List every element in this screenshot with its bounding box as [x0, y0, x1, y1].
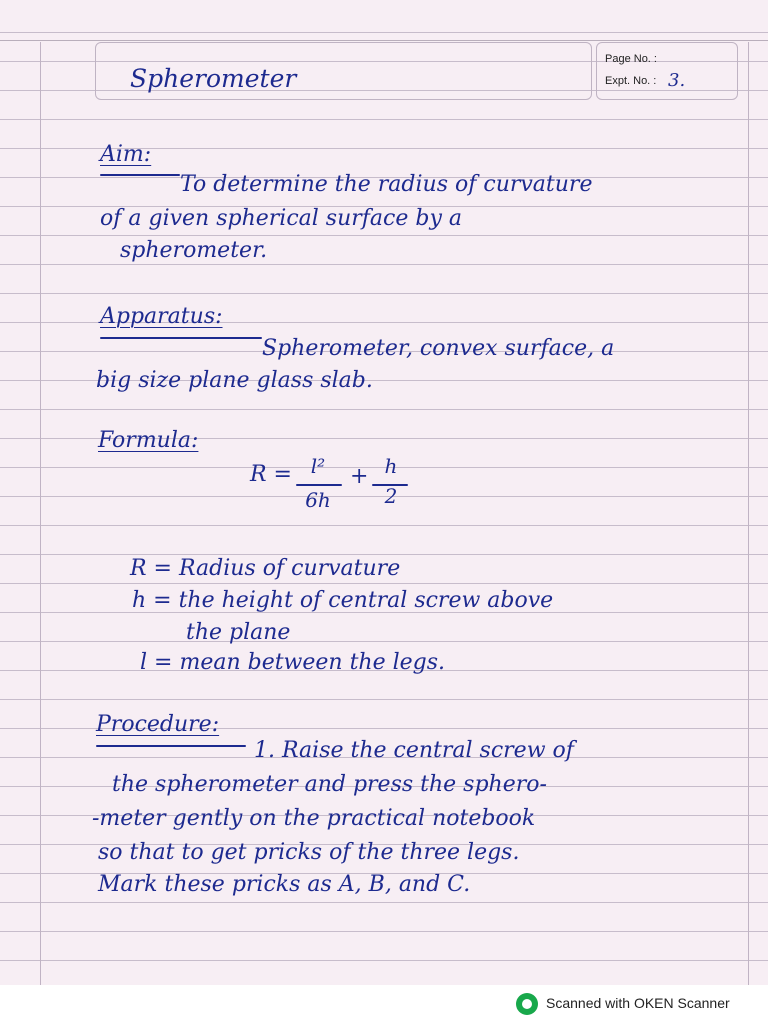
expt-no-label: Expt. No. :	[605, 75, 657, 87]
formula-numerator-2: h	[384, 454, 398, 478]
scanner-watermark-text: Scanned with OKEN Scanner	[546, 995, 730, 1011]
apparatus-underline	[100, 337, 262, 339]
procedure-line-1: 1. Raise the central screw of	[254, 738, 574, 763]
formula-numerator-1: l²	[310, 454, 326, 478]
left-margin-line	[40, 42, 41, 985]
procedure-line-2: the spherometer and press the sphero-	[112, 772, 547, 797]
right-margin-line	[748, 42, 749, 985]
procedure-line-4: so that to get pricks of the three legs.	[98, 840, 520, 865]
formula-denominator-1: 6h	[305, 488, 331, 512]
apparatus-line-2: big size plane glass slab.	[96, 368, 373, 393]
aim-line-2: of a given spherical surface by a	[100, 206, 462, 231]
page-title: Spherometer	[130, 64, 297, 93]
legend-line-h-cont: the plane	[186, 620, 291, 645]
procedure-line-3: -meter gently on the practical notebook	[92, 806, 536, 831]
apparatus-line-1: Spherometer, convex surface, a	[262, 336, 615, 361]
aim-line-1: To determine the radius of curvature	[180, 172, 593, 197]
fraction-bar-1	[296, 484, 342, 486]
legend-line-l: l = mean between the legs.	[140, 650, 446, 675]
formula-heading: Formula:	[98, 428, 199, 453]
legend-line-r: R = Radius of curvature	[130, 556, 401, 581]
apparatus-heading: Apparatus:	[100, 304, 223, 329]
aim-line-3: spherometer.	[120, 238, 268, 263]
procedure-line-5: Mark these pricks as A, B, and C.	[98, 872, 471, 897]
page-top-rule	[0, 40, 768, 41]
expt-no-value: 3.	[668, 70, 686, 91]
formula-lhs: R =	[250, 462, 292, 487]
page-no-label: Page No. :	[605, 53, 657, 65]
aim-heading: Aim:	[100, 142, 152, 167]
legend-line-h: h = the height of central screw above	[132, 588, 554, 613]
formula-denominator-2: 2	[384, 484, 398, 508]
procedure-underline	[96, 745, 246, 747]
scanner-logo-icon	[516, 993, 538, 1015]
procedure-heading: Procedure:	[96, 712, 220, 737]
page-info-box	[596, 42, 738, 100]
aim-underline	[100, 174, 180, 176]
formula-plus: +	[350, 464, 369, 489]
